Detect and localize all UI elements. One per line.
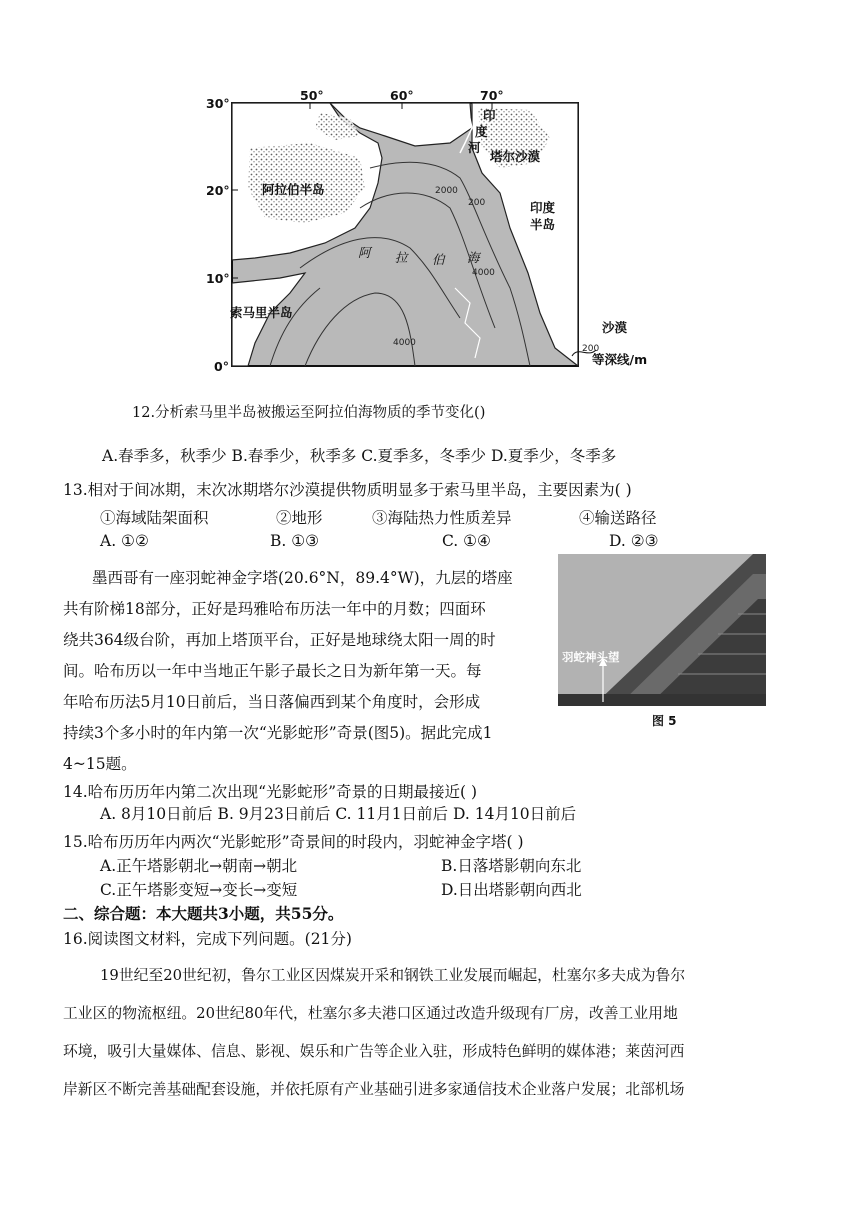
figure-caption: 图 5: [652, 714, 677, 728]
passage-line-6: 持续3个多小时的年内第一次“光影蛇形”奇景(图5)。据此完成1: [63, 724, 493, 742]
q13-stem: 13.相对于间冰期，末次冰期塔尔沙漠提供物质明显多于索马里半岛，主要因素为( ): [63, 481, 632, 499]
q16-line-2: 工业区的物流枢纽。20世纪80年代，杜塞尔多夫港口区通过改造升级现有厂房，改善工业用地: [63, 1005, 678, 1022]
q13-factor-4: ④输送路径: [579, 509, 657, 527]
q16-line-3: 环境，吸引大量媒体、信息、影视、娱乐和广告等企业入驻，形成特色鲜明的媒体港；莱茵河西: [63, 1043, 685, 1060]
q12-stem: 12.分析索马里半岛被搬运至阿拉伯海物质的季节变化(): [132, 405, 486, 421]
q13-factor-2: ②地形: [276, 509, 323, 527]
q15-stem: 15.哈布历历年内两次“光影蛇形”奇景间的时段内，羽蛇神金字塔( ): [63, 833, 524, 851]
legend-contour-200: 200: [582, 344, 600, 354]
section-heading: 二、综合题：本大题共3小题，共55分。: [63, 904, 344, 923]
label-sea-2: 拉: [395, 250, 408, 265]
contour-label-4000-a: 4000: [472, 268, 495, 278]
passage-line-7: 4~15题。: [63, 755, 137, 773]
label-indus-3: 河: [468, 140, 481, 155]
passage-line-3: 绕共364级台阶，再加上塔顶平台，正好是地球绕太阳一周的时: [63, 631, 496, 649]
contour-label-4000-b: 4000: [393, 338, 416, 348]
q14-options: A. 8月10日前后 B. 9月23日前后 C. 11月1日前后 D. 14月10日前后: [100, 805, 577, 823]
contour-label-200: 200: [468, 198, 486, 208]
lat-label-10: 10°: [206, 271, 230, 286]
label-somali: 索马里半岛: [230, 305, 293, 320]
label-thar: 塔尔沙漠: [490, 149, 541, 164]
legend-desert: 沙漠: [602, 320, 628, 335]
label-sea-1: 阿: [358, 245, 371, 260]
q13-option-b: B. ①③: [270, 532, 320, 550]
lon-label-50: 50°: [300, 88, 324, 103]
label-arabia: 阿拉伯半岛: [262, 182, 325, 197]
q15-option-c: C.正午塔影变短→变长→变短: [100, 881, 298, 899]
passage-line-1: 墨西哥有一座羽蛇神金字塔(20.6°N，89.4°W)，九层的塔座: [92, 569, 513, 587]
pyramid-photo: [558, 554, 766, 706]
lon-label-70: 70°: [480, 88, 504, 103]
q16-line-1: 19世纪至20世纪初，鲁尔工业区因煤炭开采和钢铁工业发展而崛起，杜塞尔多夫成为鲁尔: [100, 967, 686, 984]
q15-option-b: B.日落塔影朝向东北: [441, 857, 582, 875]
passage-line-2: 共有阶梯18部分，正好是玛雅哈布历法一年中的月数；四面环: [63, 600, 486, 618]
q13-option-d: D. ②③: [609, 532, 659, 550]
passage-line-5: 年哈布历法5月10日前后，当日落偏西到某个角度时，会形成: [63, 693, 481, 711]
q13-factor-3: ③海陆热力性质差异: [372, 509, 512, 527]
q16-line-4: 岸新区不断完善基础配套设施，并依托原有产业基础引进多家通信技术企业落户发展；北部机场: [63, 1081, 685, 1098]
pyramid-graphic: [558, 554, 766, 706]
label-indus-1: 印: [483, 108, 496, 123]
lat-label-30: 30°: [206, 96, 230, 111]
label-india-1: 印度: [530, 200, 556, 215]
label-indus-2: 度: [475, 124, 488, 139]
q13-factor-1: ①海域陆架面积: [100, 509, 209, 527]
photo-label: 羽蛇神头望: [562, 650, 620, 664]
q16-stem: 16.阅读图文材料，完成下列问题。(21分): [63, 930, 352, 948]
passage-line-4: 间。哈布历以一年中当地正午影子最长之日为新年第一天。每: [63, 662, 482, 680]
q15-option-d: D.日出塔影朝向西北: [441, 881, 582, 899]
q12-options: A.春季多，秋季少 B.春季少，秋季多 C.夏季多，冬季少 D.夏季少，冬季多: [102, 447, 617, 465]
q14-stem: 14.哈布历历年内第二次出现“光影蛇形”奇景的日期最接近( ): [63, 783, 478, 801]
arabian-sea-map: [206, 88, 648, 374]
lat-label-20: 20°: [206, 183, 230, 198]
label-india-2: 半岛: [530, 217, 556, 232]
label-sea-4: 海: [467, 250, 480, 265]
lon-label-60: 60°: [390, 88, 414, 103]
q13-option-a: A. ①②: [100, 532, 149, 550]
label-sea-3: 伯: [432, 252, 445, 267]
q13-option-c: C. ①④: [442, 532, 491, 550]
legend-isobath: 等深线/m: [592, 352, 648, 367]
lat-label-0: 0°: [214, 359, 229, 374]
q15-option-a: A.正午塔影朝北→朝南→朝北: [100, 857, 298, 875]
contour-label-2000: 2000: [435, 186, 458, 196]
